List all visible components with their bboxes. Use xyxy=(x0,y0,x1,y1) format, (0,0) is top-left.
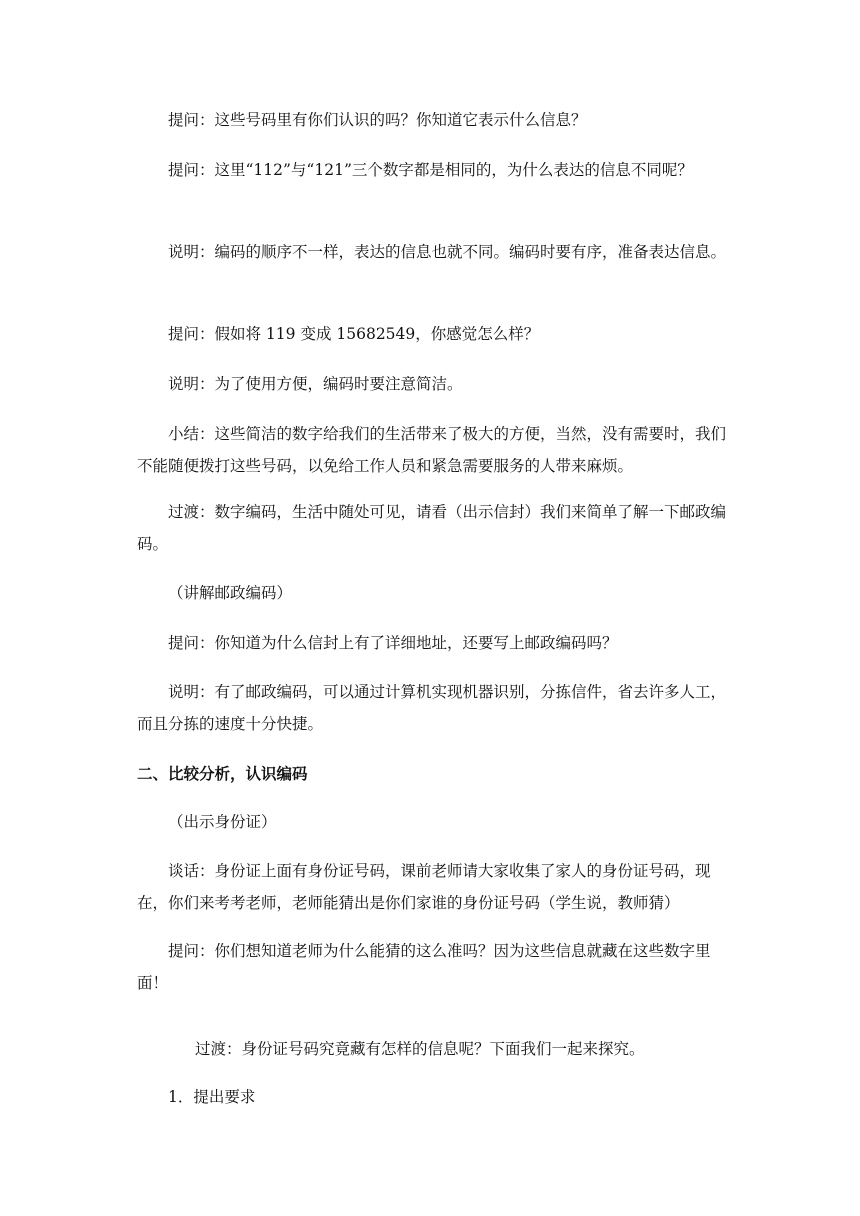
paragraph-postal-code-note: （讲解邮政编码） xyxy=(168,584,293,602)
paragraph-question-4: 提问：你知道为什么信封上有了详细地址，还要写上邮政编码吗？ xyxy=(168,634,618,652)
paragraph-transition-1: 过渡：数字编码，生活中随处可见，请看（出示信封）我们来简单了解一下邮政编码。 xyxy=(137,503,727,553)
section-heading: 二、比较分析，认识编码 xyxy=(137,765,308,783)
paragraph-question-2: 提问：这里“112”与“121”三个数字都是相同的，为什么表达的信息不同呢？ xyxy=(168,161,693,179)
paragraph-question-5: 提问：你们想知道老师为什么能猜的这么准吗？因为这些信息就藏在这些数字里面！ xyxy=(137,942,711,992)
paragraph-question-3: 提问：假如将 119 变成 15682549，你感觉怎么样？ xyxy=(168,325,540,343)
paragraph-talk: 谈话：身份证上面有身份证号码，课前老师请大家收集了家人的身份证号码，现在，你们来考考老师，老师能猜出是你们家谁的身份证号码（学生说，教师猜） xyxy=(137,862,711,912)
paragraph-summary: 小结：这些简洁的数字给我们的生活带来了极大的方便，当然，没有需要时，我们不能随便拨打这些号码，以免给工作人员和紧急需要服务的人带来麻烦。 xyxy=(137,425,727,475)
paragraph-transition-2: 过渡：身份证号码究竟藏有怎样的信息呢？下面我们一起来探究。 xyxy=(195,1040,645,1058)
paragraph-question-1: 提问：这些号码里有你们认识的吗？你知道它表示什么信息？ xyxy=(168,111,587,129)
paragraph-explanation-2: 说明：为了使用方便，编码时要注意简洁。 xyxy=(168,375,463,393)
paragraph-explanation-1: 说明：编码的顺序不一样，表达的信息也就不同。编码时要有序，准备表达信息。 xyxy=(168,243,727,261)
paragraph-id-card-note: （出示身份证） xyxy=(168,813,277,831)
paragraph-explanation-3: 说明：有了邮政编码，可以通过计算机实现机器识别，分拣信件，省去许多人工，而且分拣的速度十分快捷。 xyxy=(137,683,727,733)
list-item-1: 1．提出要求 xyxy=(168,1088,256,1106)
